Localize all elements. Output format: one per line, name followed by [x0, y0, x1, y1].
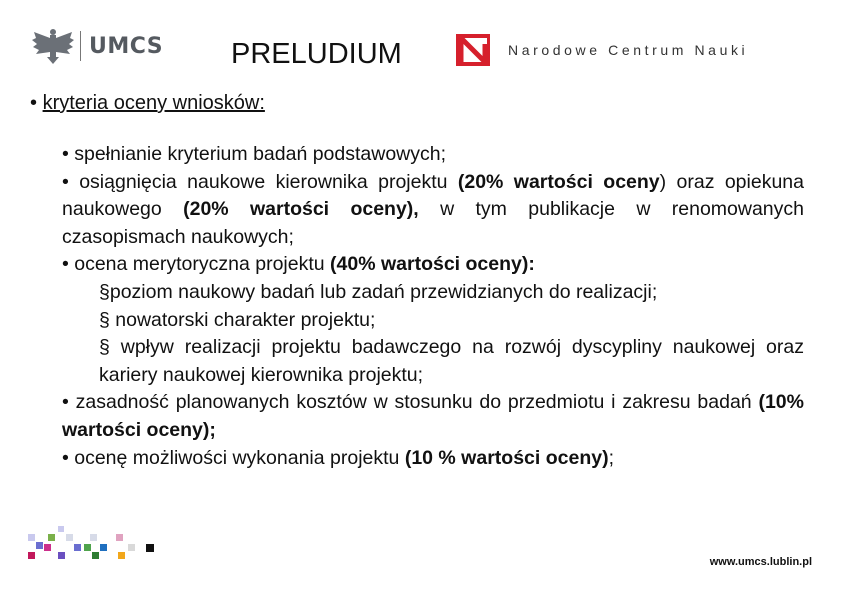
page-title: PRELUDIUM: [231, 38, 402, 70]
criterion-merit: [62, 251, 804, 279]
umcs-eagle-emblem-icon: [30, 26, 76, 66]
subcriterion-novelty: [99, 307, 804, 335]
criterion-text: • osiągnięcia naukowe kierownika projektu: [62, 170, 458, 193]
umcs-logo: [30, 26, 163, 66]
subcriterion-text: §poziom naukowy badań lub zadań przewidzianych do realizacji;: [99, 280, 658, 303]
umcs-wordmark: UMCS: [89, 33, 164, 59]
criterion-basic-research: [62, 141, 804, 169]
criterion-costs: [62, 389, 804, 444]
criterion-text: • spełnianie kryterium badań podstawowych;: [62, 143, 447, 165]
criterion-feasibility: [62, 445, 804, 473]
criterion-text: ;: [608, 446, 614, 469]
criterion-text: • ocenę możliwości wykonania projektu: [62, 446, 405, 469]
criterion-weight: (20% wartości oceny: [457, 170, 660, 193]
criterion-text: ) oraz opiekuna naukowego: [62, 170, 804, 221]
decorative-pixel-squares: [28, 522, 168, 572]
criterion-weight: (10% wartości oceny);: [62, 391, 804, 441]
subcriterion-text: § nowatorski charakter projektu;: [99, 308, 376, 331]
heading-bullet: •: [30, 92, 38, 114]
criterion-text: • ocena merytoryczna projektu: [62, 253, 331, 276]
criteria-list: [62, 141, 804, 472]
criterion-text: w tym publikacje w renomowanych czasopismach naukowych;: [62, 198, 804, 248]
subcriterion-text: § wpływ realizacji projektu badawczego na rozwój dyscypliny naukowej oraz kariery naukowej kierownika projektu;: [99, 336, 804, 386]
criterion-weight: (20% wartości oceny),: [183, 198, 419, 221]
criterion-achievements: [62, 169, 804, 252]
heading-label: kryteria oceny wniosków:: [42, 92, 265, 114]
ncn-name: Narodowe Centrum Nauki: [508, 42, 749, 58]
footer-url: www.umcs.lublin.pl: [709, 556, 812, 568]
subcriterion-impact: [99, 334, 804, 389]
criterion-weight: (10 % wartości oceny): [404, 446, 609, 469]
criterion-weight: (40% wartości oceny):: [330, 253, 535, 276]
criterion-text: • zasadność planowanych kosztów w stosunku do przedmiotu i zakresu badań: [62, 391, 759, 414]
ncn-logo: [456, 34, 748, 66]
subcriterion-level: [99, 279, 804, 307]
section-heading: [30, 92, 265, 115]
ncn-mark-icon: [456, 34, 490, 66]
logo-divider: [80, 31, 81, 61]
